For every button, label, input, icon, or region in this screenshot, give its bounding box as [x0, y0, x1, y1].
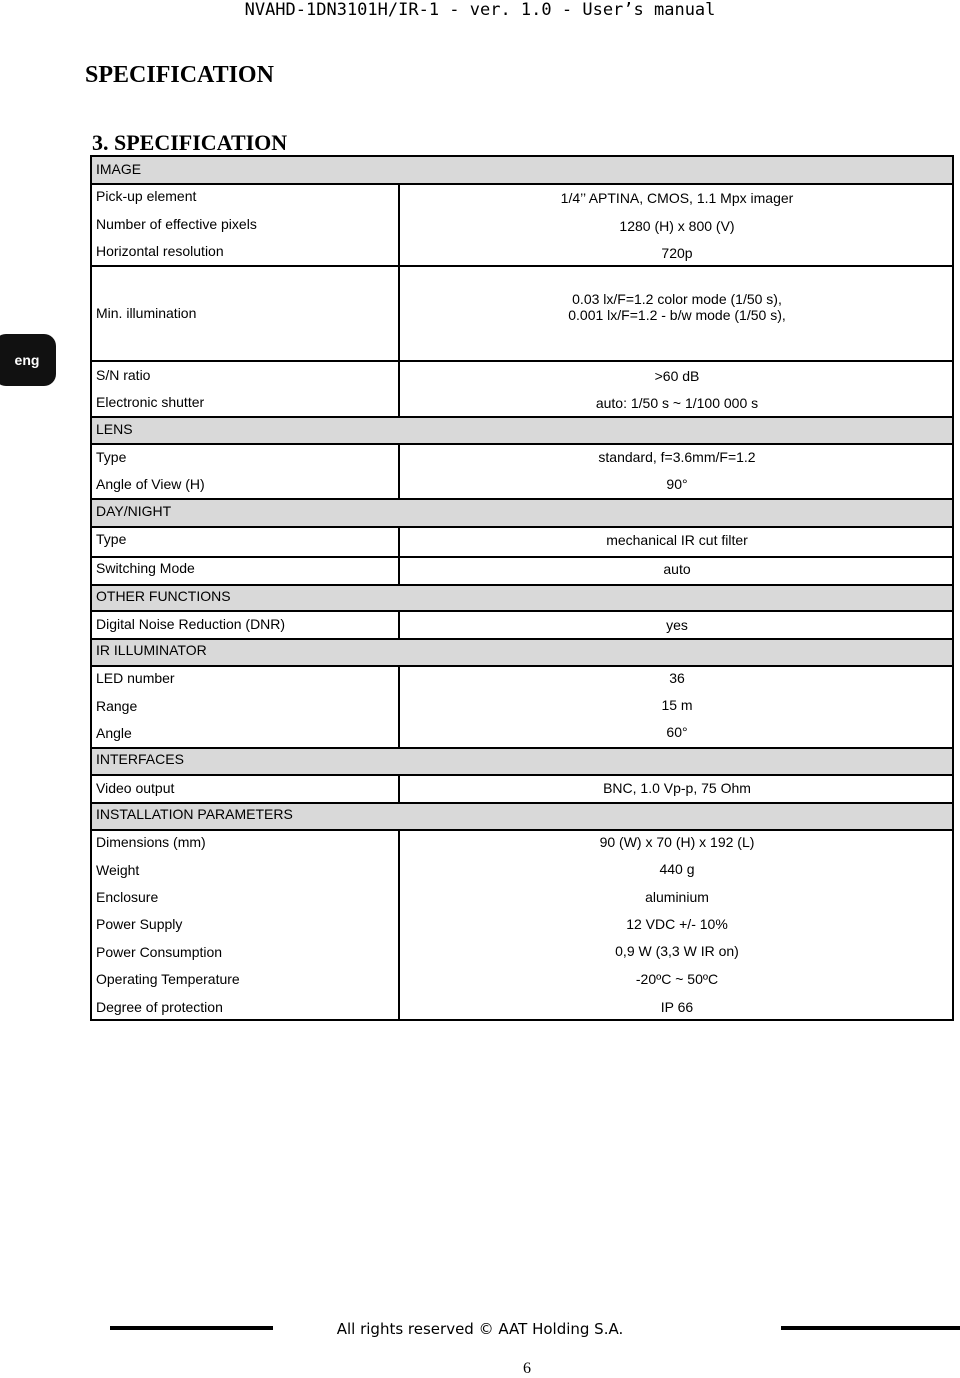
- row-rule: [92, 829, 952, 831]
- sub-title: 3. SPECIFICATION: [92, 130, 288, 155]
- minill-value-2: 0.001 lx/F=1.2 - b/w mode (1/50 s),: [568, 307, 786, 323]
- range-label: Range: [96, 698, 138, 714]
- band-ir: [92, 638, 952, 665]
- language-tab: eng: [0, 334, 56, 386]
- range-value: 15 m: [661, 697, 693, 713]
- pickup-value: 1/4’’ APTINA, CMOS, 1.1 Mpx imager: [560, 190, 794, 206]
- minill-value-1: 0.03 lx/F=1.2 color mode (1/50 s),: [572, 291, 782, 307]
- power-value: 12 VDC +/- 10%: [626, 916, 728, 932]
- angle-label: Angle: [96, 725, 132, 741]
- enclosure-value: aluminium: [645, 889, 709, 905]
- switch-label: Switching Mode: [96, 560, 195, 576]
- dnr-label: Digital Noise Reduction (DNR): [96, 616, 286, 632]
- row-rule: [92, 265, 952, 267]
- sn-value: >60 dB: [654, 368, 700, 384]
- row-rule: [92, 498, 952, 500]
- shutter-value: auto: 1/50 s ~ 1/100 000 s: [595, 395, 759, 411]
- shutter-label: Electronic shutter: [96, 394, 205, 410]
- row-rule: [92, 638, 952, 640]
- footer-rights: All rights reserved © AAT Holding S.A.: [336, 1320, 624, 1338]
- temp-value: -20ºC ~ 50ºC: [635, 971, 719, 987]
- hres-label: Horizontal resolution: [96, 243, 224, 259]
- row-rule: [92, 416, 952, 418]
- sn-label: S/N ratio: [96, 367, 151, 383]
- pickup-label: Pick-up element: [96, 188, 197, 204]
- power-label: Power Supply: [96, 916, 183, 932]
- row-rule: [92, 747, 952, 749]
- band-lens: [92, 416, 952, 444]
- lens-type-label: Type: [96, 449, 127, 465]
- lens-type-value: standard, f=3.6mm/F=1.2: [598, 449, 756, 465]
- row-rule: [92, 183, 952, 185]
- led-value: 36: [669, 670, 685, 686]
- section-installation: INSTALLATION PARAMETERS: [96, 806, 293, 822]
- section-other-functions: OTHER FUNCTIONS: [96, 588, 231, 604]
- temp-label: Operating Temperature: [96, 971, 240, 987]
- section-image: IMAGE: [96, 161, 142, 177]
- page-number: 6: [523, 1360, 531, 1377]
- band-daynight: [92, 498, 952, 526]
- protection-label: Degree of protection: [96, 999, 223, 1015]
- dn-type-value: mechanical IR cut filter: [606, 532, 748, 548]
- minill-label: Min. illumination: [96, 305, 197, 321]
- band-image: [92, 157, 952, 183]
- row-rule: [92, 610, 952, 612]
- pixels-value: 1280 (H) x 800 (V): [619, 218, 735, 234]
- band-interfaces: [92, 747, 952, 774]
- weight-value: 440 g: [659, 861, 695, 877]
- section-interfaces: INTERFACES: [96, 751, 184, 767]
- row-rule: [92, 584, 952, 586]
- led-label: LED number: [96, 670, 175, 686]
- dim-value: 90 (W) x 70 (H) x 192 (L): [599, 834, 755, 850]
- aov-value: 90°: [666, 476, 688, 492]
- row-rule: [92, 556, 952, 558]
- consumption-label: Power Consumption: [96, 944, 223, 960]
- document-header: NVAHD-1DN3101H/IR-1 - ver. 1.0 - User’s manual: [244, 0, 716, 20]
- section-ir-illuminator: IR ILLUMINATOR: [96, 642, 207, 658]
- section-title: SPECIFICATION: [85, 62, 274, 88]
- hres-value: 720p: [661, 245, 693, 261]
- weight-label: Weight: [96, 862, 140, 878]
- row-rule: [92, 802, 952, 804]
- angle-value: 60°: [666, 724, 688, 740]
- row-rule: [92, 360, 952, 362]
- pixels-label: Number of effective pixels: [96, 216, 257, 232]
- video-label: Video output: [96, 780, 175, 796]
- spec-table: [90, 155, 954, 1021]
- switch-value: auto: [663, 561, 691, 577]
- row-rule: [92, 443, 952, 445]
- section-lens: LENS: [96, 421, 133, 437]
- dnr-value: yes: [666, 617, 688, 633]
- row-rule: [92, 665, 952, 667]
- aov-label: Angle of View (H): [96, 476, 205, 492]
- dim-label: Dimensions (mm): [96, 834, 206, 850]
- section-daynight: DAY/NIGHT: [96, 503, 172, 519]
- video-value: BNC, 1.0 Vp-p, 75 Ohm: [603, 780, 751, 796]
- protection-value: IP 66: [660, 999, 694, 1015]
- enclosure-label: Enclosure: [96, 889, 159, 905]
- row-rule: [92, 526, 952, 528]
- row-rule: [92, 774, 952, 776]
- consumption-value: 0,9 W (3,3 W IR on): [615, 943, 739, 959]
- dn-type-label: Type: [96, 531, 127, 547]
